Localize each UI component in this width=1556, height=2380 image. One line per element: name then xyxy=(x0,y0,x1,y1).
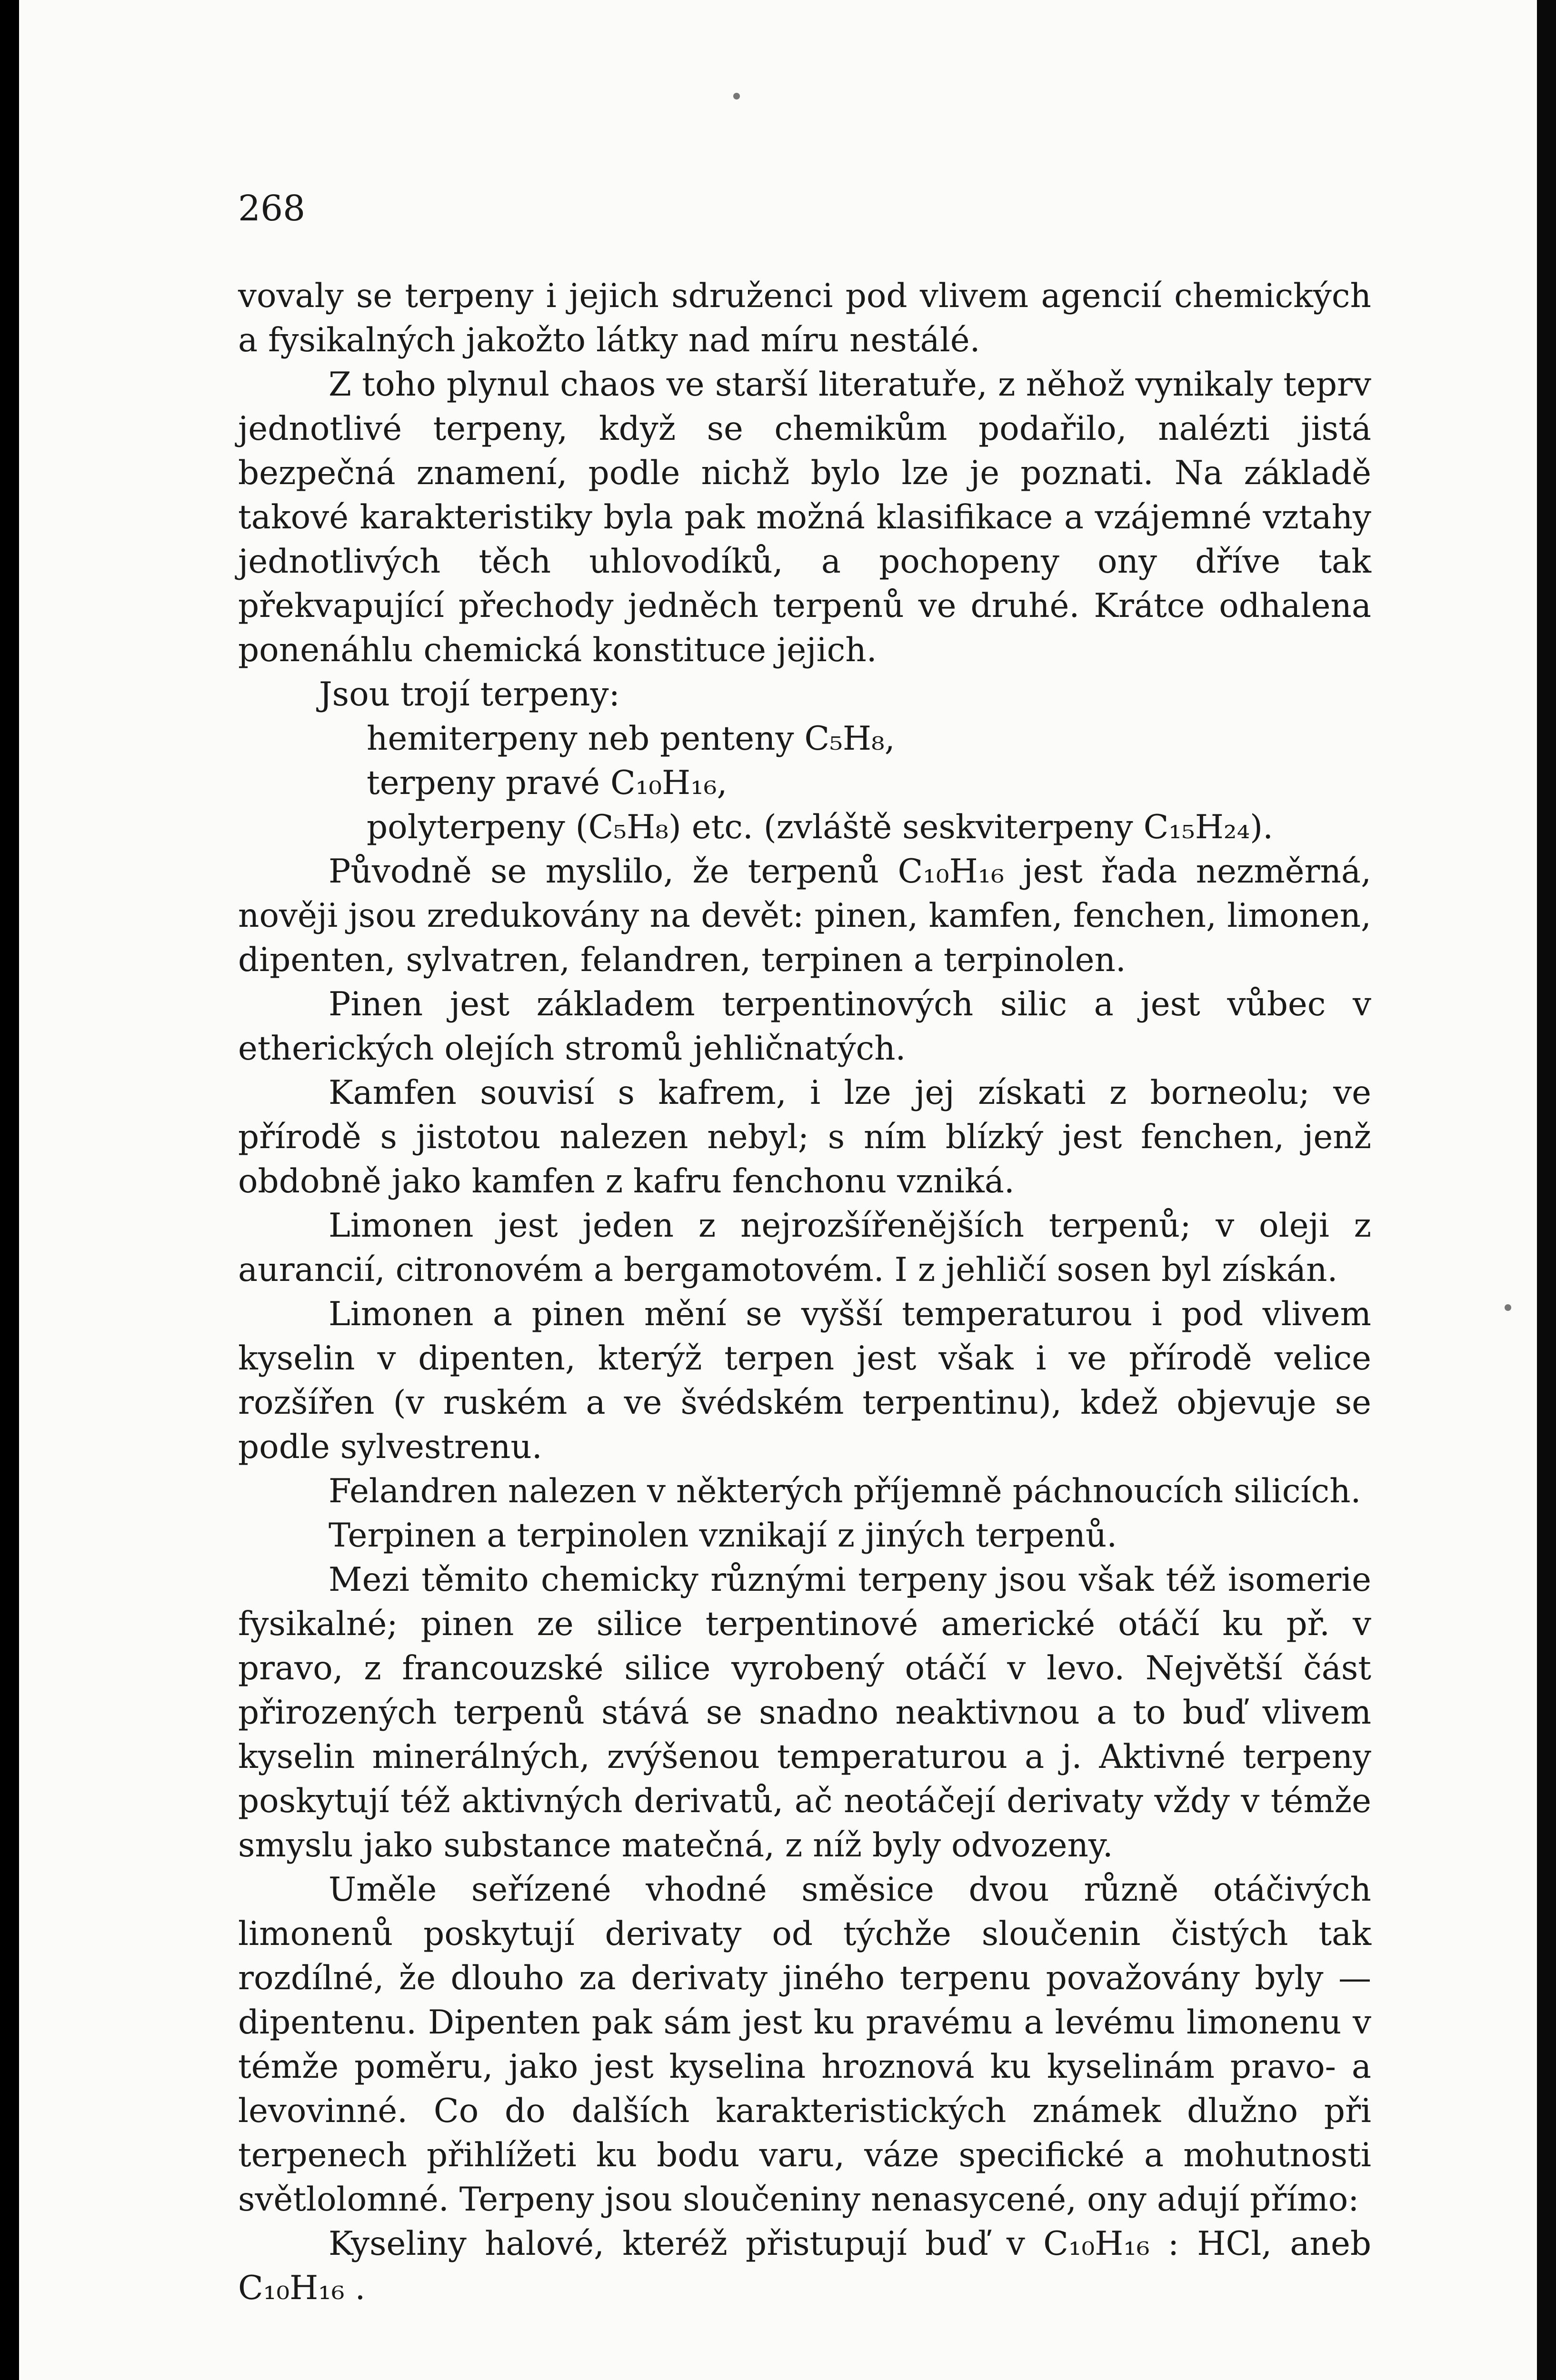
paragraph: Z toho plynul chaos ve starší literatuře, z něhož vynikaly teprv jednotlivé terpeny, když se chemikům podařilo, nalézti jistá bezpečná znamení, podle nichž bylo lze je poznati. Na základě takové karakteristiky byla pak možná klasifikace a vzájemné vztahy jednotlivých těch uhlovodíků, a pochopeny ony dříve tak překvapující přechody jedněch terpenů ve druhé. Krátce odhalena ponenáhlu chemická konstituce jejich. xyxy=(238,366,1371,669)
paragraph: Mezi těmito chemicky různými terpeny jsou však též isomerie fysikalné; pinen ze silice terpentinové americké otáčí ku př. v pravo, z francouzské silice vyrobený otáčí v levo. Největší část přirozených terpenů stává se snadno neaktivnou a to buď vlivem kyselin minerálných, zvýšenou temperaturou a j. Aktivné terpeny poskytují též aktivných derivatů, ač neotáčejí derivaty vždy v témže smyslu jako substance matečná, z níž byly odvozeny. xyxy=(238,1561,1371,1864)
paragraph: vovaly se terpeny i jejich sdruženci pod vlivem agencií chemických a fysikalných jakožto látky nad míru nestálé. xyxy=(238,277,1371,359)
paragraph: Limonen a pinen mění se vyšší temperaturou i pod vlivem kyselin v dipenten, kterýž terpen jest však i ve přírodě velice rozšířen (v ruském a ve švédském terpentinu), kdež objevuje se podle sylvestrenu. xyxy=(238,1295,1371,1466)
scan-edge xyxy=(1537,0,1556,2380)
paragraph: Jsou trojí terpeny: xyxy=(319,675,620,714)
speck-mark xyxy=(733,93,740,99)
speck-mark xyxy=(1505,1304,1511,1311)
paragraph: Uměle seřízené vhodné směsice dvou různě otáčivých limonenů poskytují derivaty od týchže sloučenin čistých tak rozdílné, že dlouho za derivaty jiného terpenu považovány byly — dipentenu. Dipenten pak sám jest ku pravému a levému limonenu v témže poměru, jako jest kyselina hroznová ku kyselinám pravo- a levovinné. Co do dalších karakteristických známek dlužno při terpenech přihlížeti ku bodu varu, váze specifické a mohutnosti světlolomné. Terpeny jsou sloučeniny nenasycené, ony adují přímo: xyxy=(238,1871,1371,2219)
formula-line: terpeny pravé C₁₀H₁₆, xyxy=(367,764,728,802)
formula-line: hemiterpeny neb penteny C₅H₈, xyxy=(367,720,895,758)
paragraph: Terpinen a terpinolen vznikají z jiných terpenů. xyxy=(329,1517,1117,1555)
book-page xyxy=(19,0,1537,2380)
paragraph: Pinen jest základem terpentinových silic a jest vůbec v etherických olejích stromů jehličnatých. xyxy=(238,985,1371,1068)
paragraph: Limonen jest jeden z nejrozšířenějších terpenů; v oleji z aurancií, citronovém a bergamotovém. I z jehličí sosen byl získán. xyxy=(238,1207,1371,1289)
paragraph: Původně se myslilo, že terpenů C₁₀H₁₆ jest řada nezměrná, nověji jsou zredukovány na devět: pinen, kamfen, fenchen, limonen, dipenten, sylvatren, felandren, terpinen a terpinolen. xyxy=(238,853,1371,979)
paragraph: Kamfen souvisí s kafrem, i lze jej získati z borneolu; ve přírodě s jistotou nalezen nebyl; s ním blízký jest fenchen, jenž obdobně jako kamfen z kafru fenchonu vzniká. xyxy=(238,1074,1371,1200)
page-number: 268 xyxy=(238,188,306,229)
paragraph: Felandren nalezen v některých příjemně páchnoucích silicích. xyxy=(329,1472,1361,1510)
formula-line: polyterpeny (C₅H₈) etc. (zvláště seskviterpeny C₁₅H₂₄). xyxy=(367,808,1274,846)
paragraph: Kyseliny halové, kteréž přistupují buď v C₁₀H₁₆ : HCl, aneb C₁₀H₁₆ . xyxy=(238,2225,1371,2307)
body-text xyxy=(238,274,1371,2311)
